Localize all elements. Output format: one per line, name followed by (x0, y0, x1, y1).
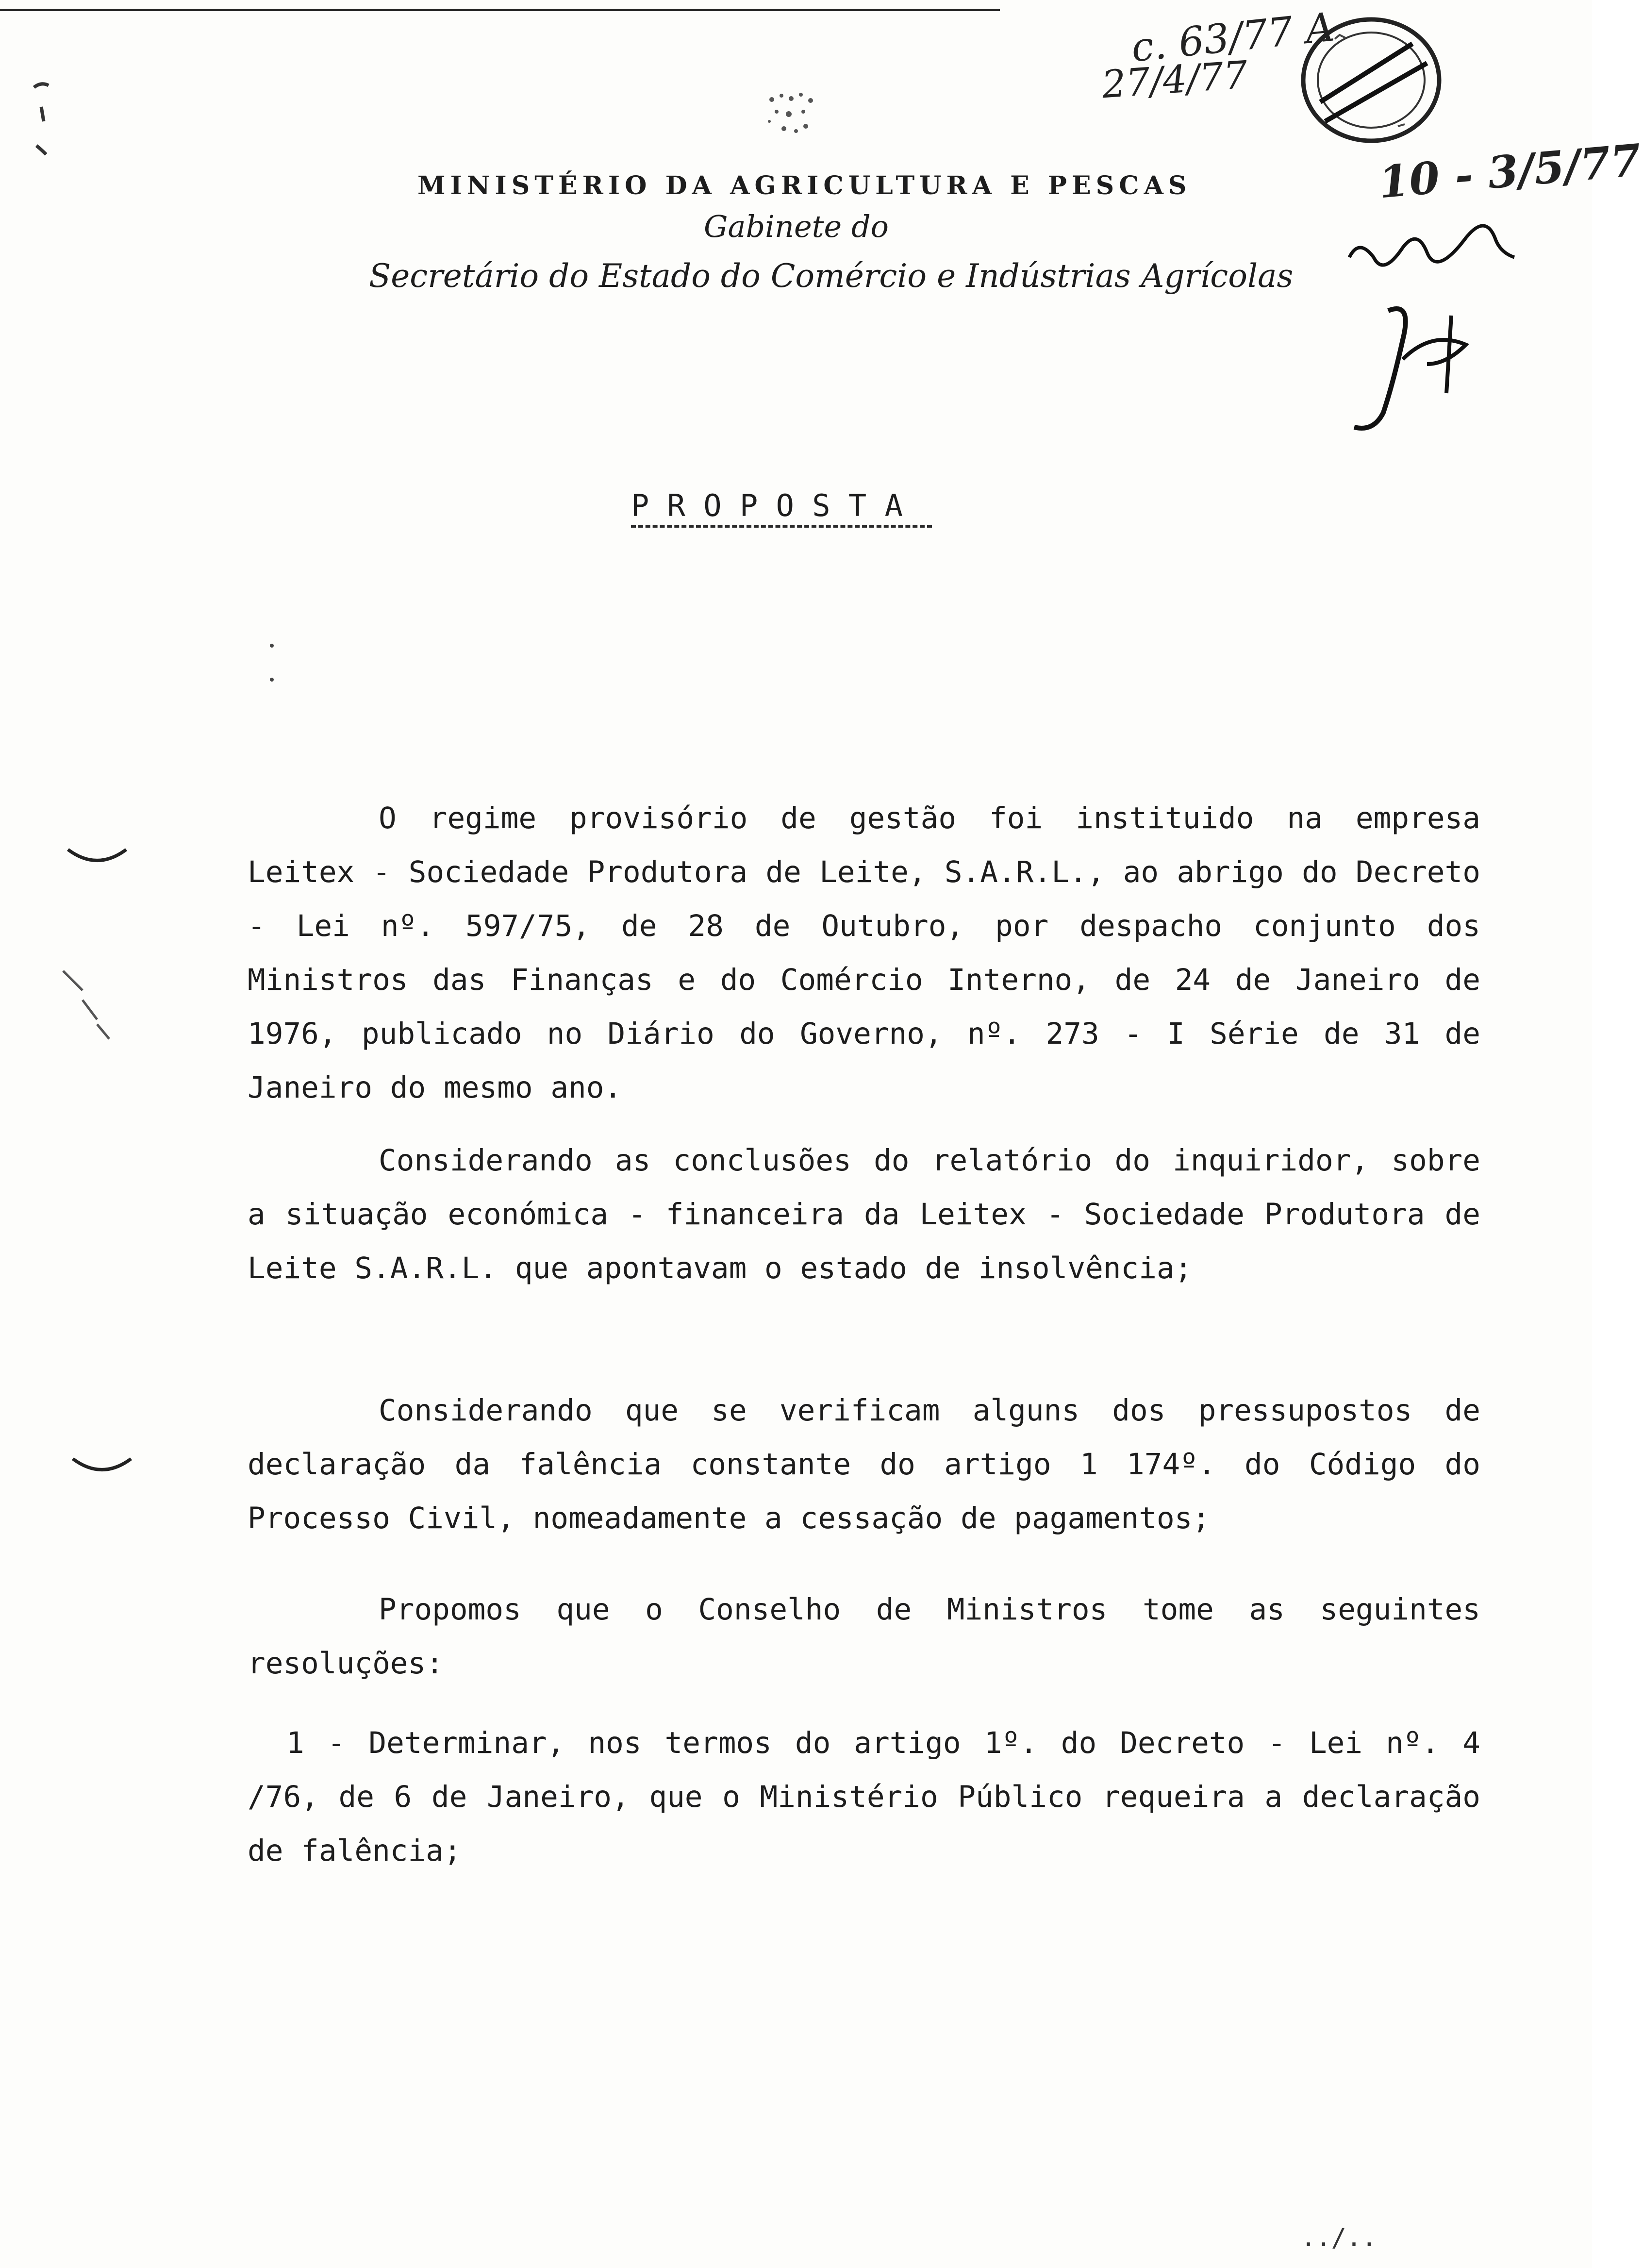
document-title: P R O P O S T A (631, 488, 903, 523)
reference-annotation: c. 63/77 A (1129, 4, 1337, 71)
coat-of-arms-emblem (743, 85, 840, 148)
registration-annotation: 10 - 3/5/77 (1377, 134, 1643, 209)
paragraph-text: Propomos que o Conselho de Ministros tome as seguintes resoluções: (248, 1592, 1480, 1681)
title-underline (631, 525, 932, 528)
official-stamp (1291, 10, 1451, 150)
page-continuation-mark: ../.. (1301, 2223, 1377, 2252)
handwritten-signature (1291, 204, 1563, 456)
body-paragraph-4 (248, 1583, 1480, 1690)
paragraph-text: O regime provisório de gestão foi instituido na empresa Leitex - Sociedade Produtora de Leite, S.A.R.L., ao abrigo do Decreto - Lei nº. 597/75, de 28 de Outubro, por despacho conjunto dos Ministros das Finanças e do Comércio Interno, de 24 de Janeiro de 1976, publicado no Diário do Governo, nº. 273 - I Série de 31 de Janeiro do mesmo ano. (248, 801, 1480, 1105)
paragraph-text: Considerando que se verificam alguns dos pressupostos de declaração da falência constante do artigo 1 174º. do Código do Processo Civil, nomeadamente a cessação de pagamentos; (248, 1393, 1480, 1535)
resolution-item-1 (248, 1716, 1480, 1878)
office-heading: Gabinete do (704, 209, 889, 244)
body-paragraph-1 (248, 791, 1480, 1115)
ministry-heading: MINISTÉRIO DA AGRICULTURA E PESCAS (417, 171, 1192, 200)
secretary-heading: Secretário do Estado do Comércio e Indústrias Agrícolas (369, 257, 1294, 295)
list-item: 1 - Determinar, nos termos do artigo 1º. do Decreto - Lei nº. 4 /76, de 6 de Janeiro, que o Ministério Público requeira a declaração de falência; (248, 1726, 1480, 1868)
date-annotation: 27/4/77 (1100, 53, 1249, 107)
paragraph-text: Considerando as conclusões do relatório do inquiridor, sobre a situação económica - financeira da Leitex - Sociedade Produtora de Leite S.A.R.L. que apontavam o estado de insolvência; (248, 1143, 1480, 1285)
body-paragraph-3 (248, 1384, 1480, 1545)
body-paragraph-2 (248, 1134, 1480, 1295)
margin-marks (0, 0, 291, 1553)
